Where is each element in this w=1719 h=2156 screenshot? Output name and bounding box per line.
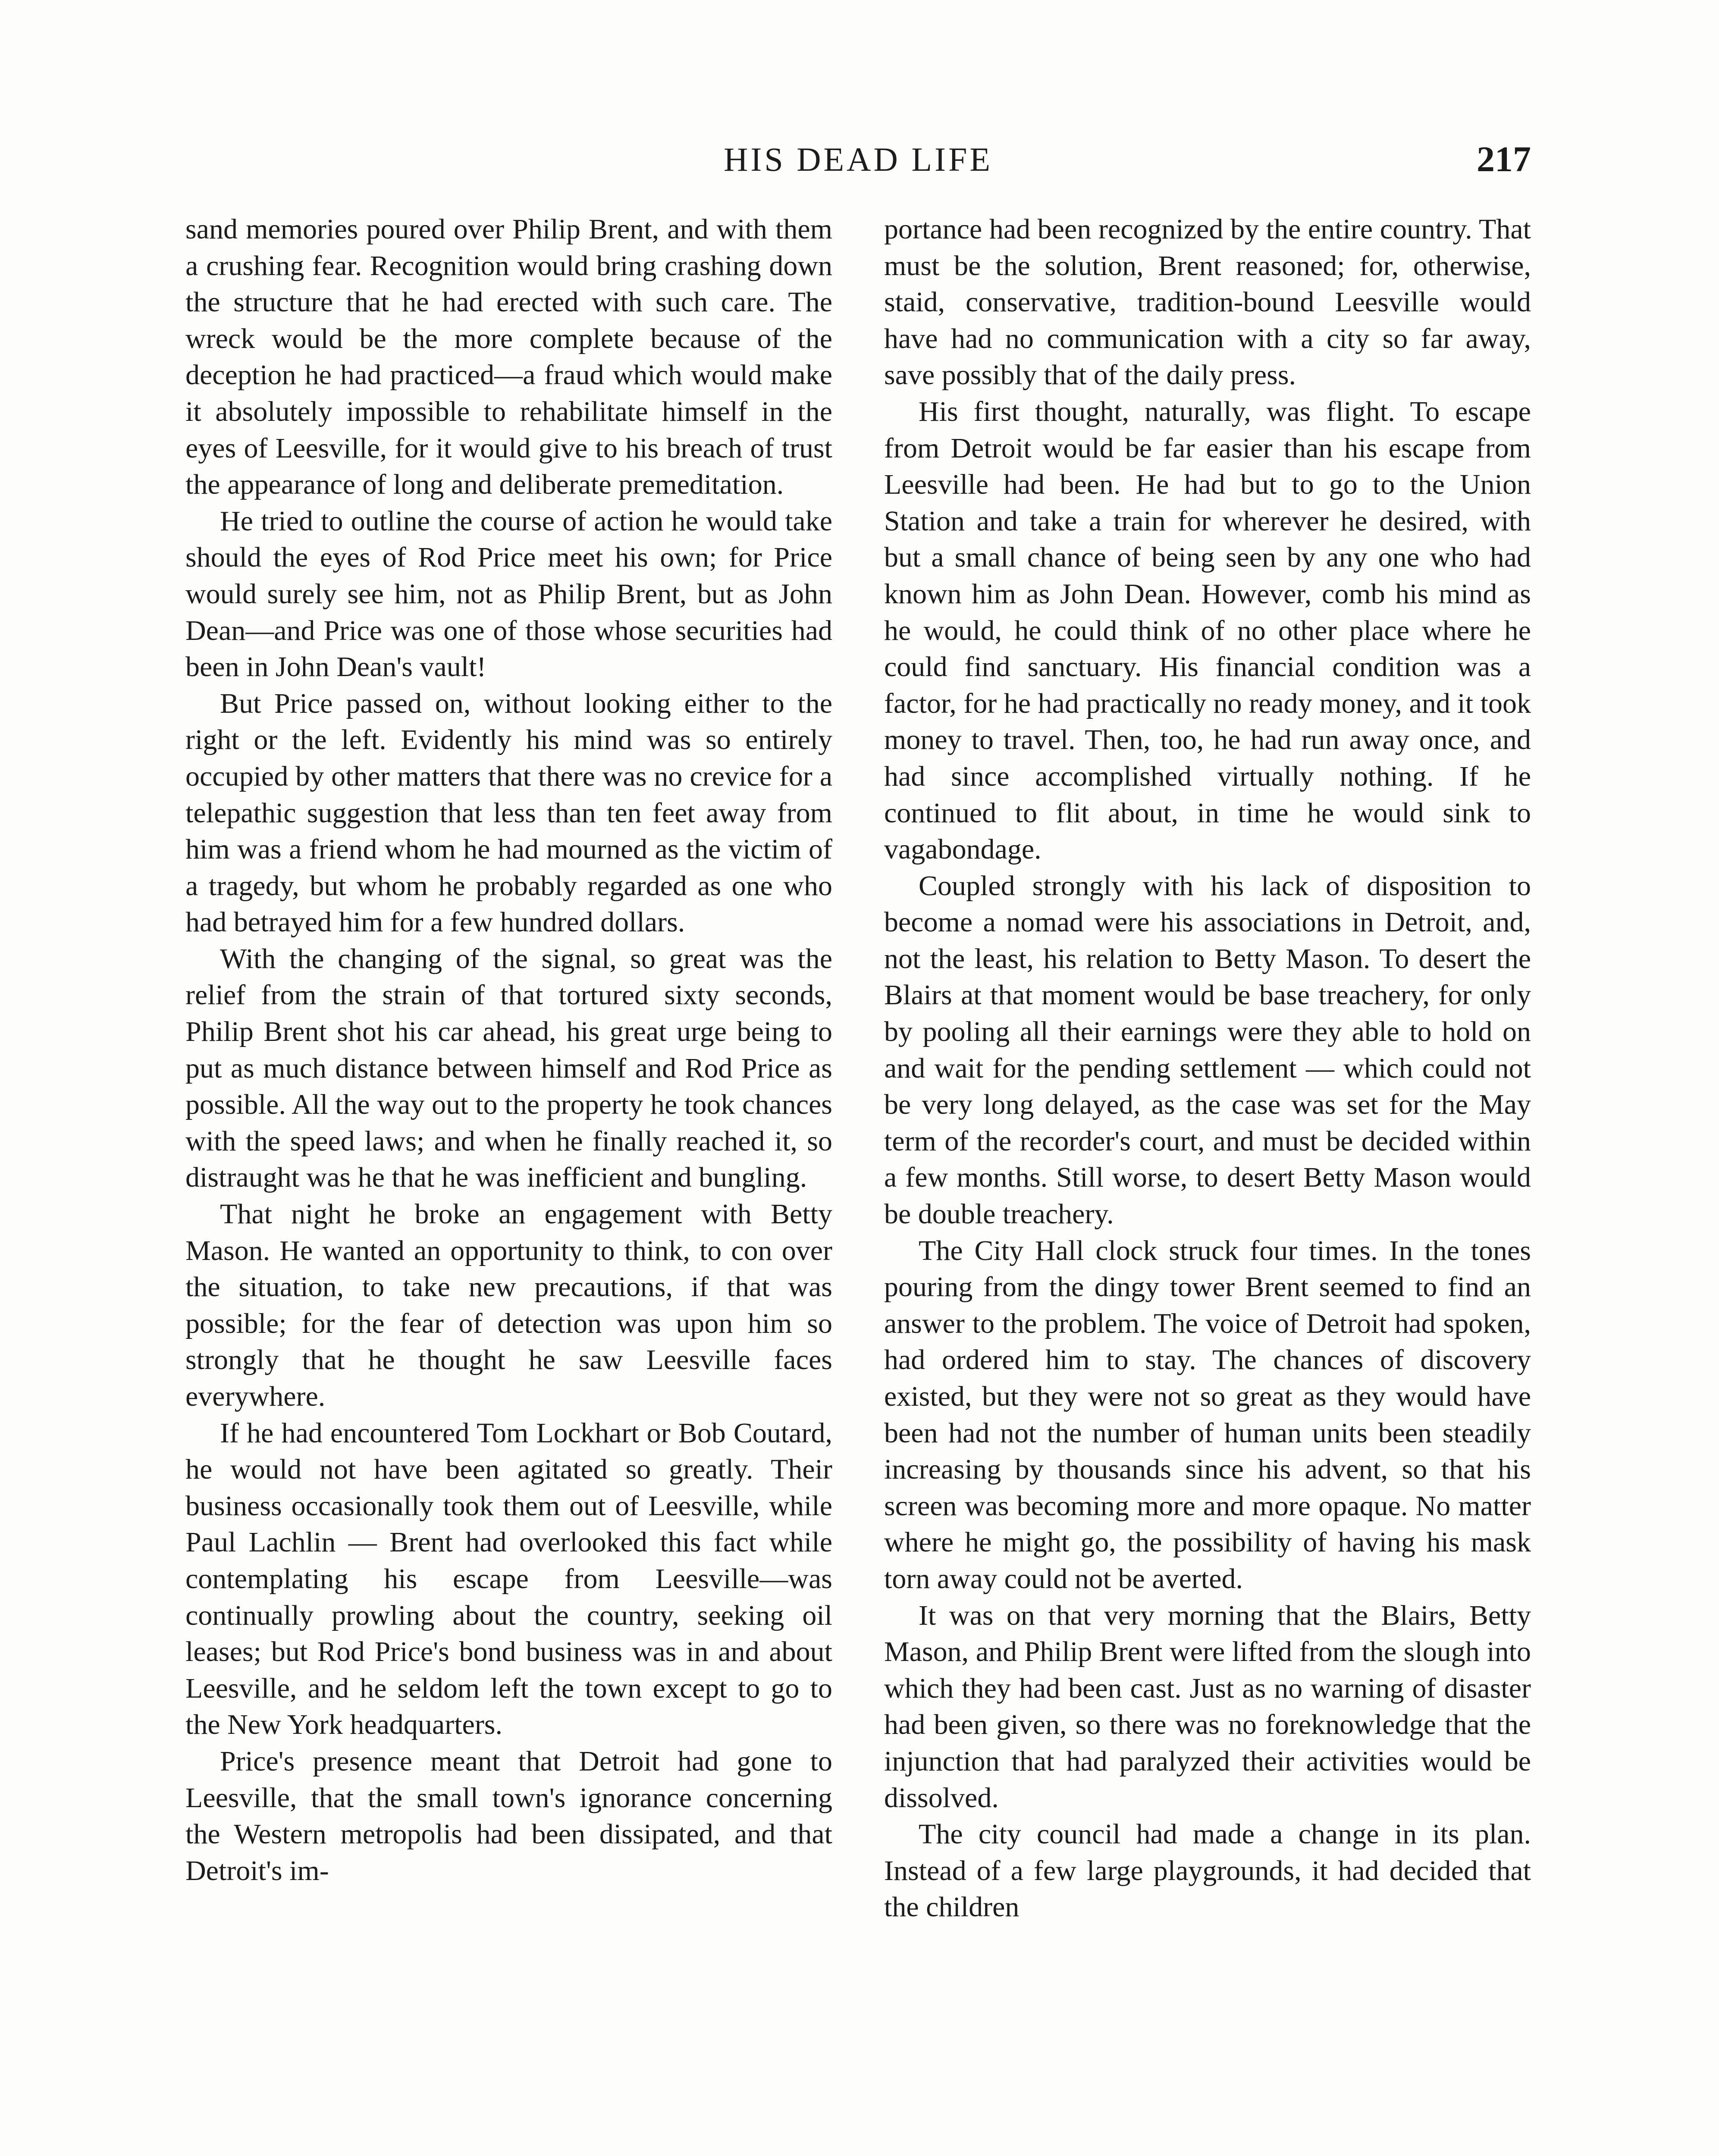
left-column: [185, 211, 832, 2156]
right-column: [884, 211, 1531, 2156]
paragraph: That night he broke an engagement with Betty Mason. He wanted an opportunity to think, to con over the situation, to take new precautions, if that was possible; for the fear of detection was upon him so strongly that he thought he saw Leesville faces everywhere.: [185, 1198, 832, 1412]
paragraph: If he had encountered Tom Lockhart or Bob Coutard, he would not have been agitated so greatly. Their business occasionally took them out of Leesville, while Paul Lachlin — Brent had overlooked this fact while contemplating his escape from Leesville—was continually prowling about the country, seeking oil leases; but Rod Price's bond business was in and about Leesville, and he seldom left the town except to go to the New York headquarters.: [185, 1417, 832, 1741]
paragraph: Price's presence meant that Detroit had gone to Leesville, that the small town's ignorance concerning the Western metropolis had been dissipated, and that Detroit's im-: [185, 1745, 832, 1887]
page-header: [185, 129, 1531, 190]
paragraph: The city council had made a change in its plan. Instead of a few large playgrounds, it had decided that the children: [884, 1818, 1531, 1923]
page-number: 217: [1477, 139, 1531, 179]
paragraph: sand memories poured over Philip Brent, and with them a crushing fear. Recognition would bring crashing down the structure that he had erected with such care. The wreck would be the more complete because of the deception he had practiced—a fraud which would make it absolutely impossible to rehabilitate himself in the eyes of Leesville, for it would give to his breach of trust the appearance of long and deliberate premeditation.: [185, 213, 832, 501]
paragraph: It was on that very morning that the Blairs, Betty Mason, and Philip Brent were lifted from the slough into which they had been cast. Just as no warning of disaster had been given, so there was no foreknowledge that the injunction that had paralyzed their activities would be dissolved.: [884, 1599, 1531, 1814]
paragraph: Coupled strongly with his lack of disposition to become a nomad were his associations in Detroit, and, not the least, his relation to Betty Mason. To desert the Blairs at that moment would be base treachery, for only by pooling all their earnings were they able to hold on and wait for the pending settlement — which could not be very long delayed, as the case was set for the May term of the recorder's court, and must be decided within a few months. Still worse, to desert Betty Mason would be double treachery.: [884, 870, 1531, 1230]
paragraph: His first thought, naturally, was flight. To escape from Detroit would be far easier than his escape from Leesville had been. He had but to go to the Union Station and take a train for wherever he desired, with but a small chance of being seen by any one who had known him as John Dean. However, comb his mind as he would, he could think of no other place where he could find sanctuary. His financial condition was a factor, for he had practically no ready money, and it took money to travel. Then, too, he had run away once, and had since accomplished virtually nothing. If he continued to flit about, in time he would sink to vagabondage.: [884, 395, 1531, 865]
paragraph: With the changing of the signal, so great was the relief from the strain of that tortured sixty seconds, Philip Brent shot his car ahead, his great urge being to put as much distance between himself and Rod Price as possible. All the way out to the property he took chances with the speed laws; and when he finally reached it, so distraught was he that he was inefficient and bungling.: [185, 943, 832, 1194]
paragraph: He tried to outline the course of action he would take should the eyes of Rod Price meet his own; for Price would surely see him, not as Philip Brent, but as John Dean—and Price was one of those whose securities had been in John Dean's vault!: [185, 505, 832, 683]
paragraph: portance had been recognized by the entire country. That must be the solution, Brent reasoned; for, otherwise, staid, conservative, tradition-bound Leesville would have had no communication with a city so far away, save possibly that of the daily press.: [884, 213, 1531, 391]
paragraph: But Price passed on, without looking either to the right or the left. Evidently his mind was so entirely occupied by other matters that there was no crevice for a telepathic suggestion that less than ten feet away from him was a friend whom he had mourned as the victim of a tragedy, but whom he probably regarded as one who had betrayed him for a few hundred dollars.: [185, 687, 832, 938]
running-head: HIS DEAD LIFE: [724, 141, 993, 178]
text-columns: [185, 211, 1531, 2156]
paragraph: The City Hall clock struck four times. In the tones pouring from the dingy tower Brent seemed to find an answer to the problem. The voice of Detroit had spoken, had ordered him to stay. The chances of discovery existed, but they were not so great as they would have been had not the number of human units been steadily increasing by thousands since his advent, so that his screen was becoming more and more opaque. No matter where he might go, the possibility of having his mask torn away could not be averted.: [884, 1235, 1531, 1595]
